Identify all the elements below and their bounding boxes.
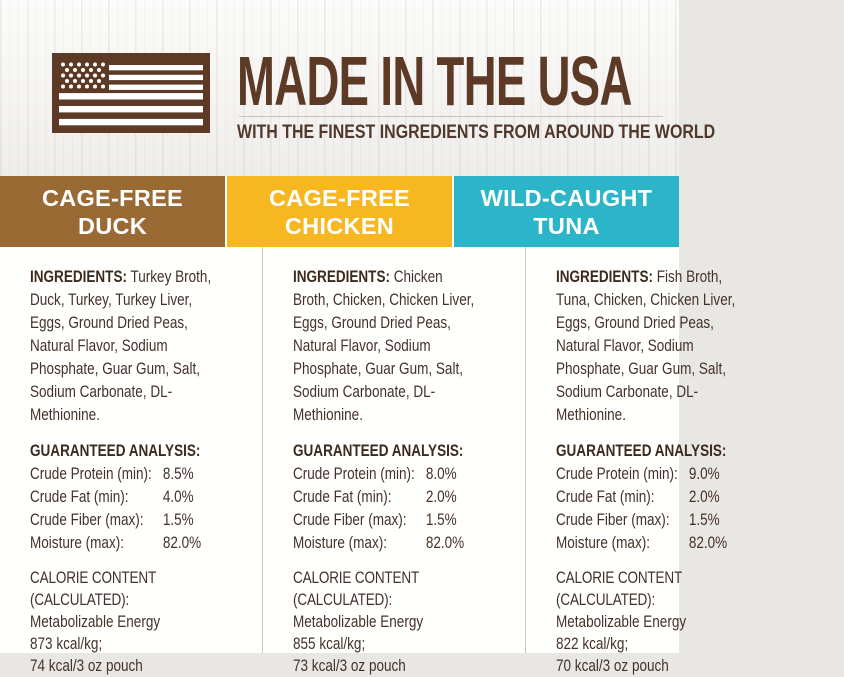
analysis-row [556, 509, 743, 532]
ingredients-heading: INGREDIENTS: [293, 268, 390, 286]
calorie-block [556, 567, 743, 677]
column-duck [0, 247, 263, 675]
calorie-block [293, 567, 480, 677]
ingredients-text: Fish Broth, Tuna, Chicken, Chicken Liver, Eggs, Ground Dried Peas, Natural Flavor, Sodium Phosphate, Guar Gum, Salt, Sodium Carbonate, DL-Methionine. [556, 268, 736, 424]
ingredients-text: Turkey Broth, Duck, Turkey, Turkey Liver, Eggs, Ground Dried Peas, Natural Flavor, Sodium Phosphate, Guar Gum, Salt, Sodium Carbonate, DL-Methionine. [30, 268, 212, 424]
analysis-heading: GUARANTEED ANALYSIS: [293, 442, 464, 460]
analysis-value: 1.5% [688, 511, 720, 529]
band-title-line2: CHICKEN [284, 212, 395, 239]
band-cage-free-duck [0, 176, 225, 247]
analysis-value: 9.0% [688, 465, 720, 483]
analysis-label: Crude Fiber (max): [30, 511, 144, 529]
analysis-value: 2.0% [688, 488, 720, 506]
band-wild-caught-tuna [454, 176, 679, 247]
analysis-value: 82.0% [688, 534, 728, 552]
analysis-value: 82.0% [162, 534, 202, 552]
analysis-label: Crude Fat (min): [30, 488, 129, 506]
calorie-line: 873 kcal/kg; [30, 635, 103, 653]
analysis-value: 82.0% [425, 534, 465, 552]
analysis-label: Crude Protein (min): [30, 465, 152, 483]
analysis-row [30, 486, 217, 509]
calorie-line: 70 kcal/3 oz pouch [556, 657, 669, 675]
ingredients-heading: INGREDIENTS: [556, 268, 653, 286]
analysis-value: 8.5% [162, 465, 194, 483]
ingredients-heading: INGREDIENTS: [30, 268, 127, 286]
band-title-line1: CAGE-FREE [268, 184, 411, 211]
analysis-label: Crude Fat (min): [293, 488, 392, 506]
analysis-row [30, 463, 217, 486]
ingredients-text: Chicken Broth, Chicken, Chicken Liver, Eggs, Ground Dried Peas, Natural Flavor, Sodium Phosphate, Guar Gum, Salt, Sodium Carbonate, DL-Methionine. [293, 268, 475, 424]
calories-heading: CALORIE CONTENT (CALCULATED): [556, 569, 682, 609]
product-bands [0, 176, 679, 247]
column-chicken [263, 247, 526, 675]
analysis-value: 4.0% [162, 488, 194, 506]
ingredients-paragraph [556, 266, 743, 427]
calorie-line: 822 kcal/kg; [556, 635, 629, 653]
band-cage-free-chicken [227, 176, 452, 247]
analysis-value: 2.0% [425, 488, 457, 506]
analysis-heading: GUARANTEED ANALYSIS: [30, 442, 201, 460]
analysis-label: Moisture (max): [30, 534, 124, 552]
band-title-line1: WILD-CAUGHT [480, 184, 653, 211]
calories-heading: CALORIE CONTENT (CALCULATED): [293, 569, 419, 609]
analysis-value: 1.5% [162, 511, 194, 529]
calorie-block [30, 567, 217, 677]
analysis-row [293, 509, 480, 532]
calorie-line: Metabolizable Energy [556, 613, 687, 631]
calorie-line: 73 kcal/3 oz pouch [293, 657, 406, 675]
header-subtitle: WITH THE FINEST INGREDIENTS FROM AROUND THE WORLD [237, 122, 716, 143]
analysis-value: 8.0% [425, 465, 457, 483]
analysis-label: Crude Protein (min): [293, 465, 415, 483]
band-title-line2: TUNA [533, 212, 600, 239]
ingredients-paragraph [293, 266, 480, 427]
analysis-label: Moisture (max): [293, 534, 387, 552]
calories-heading: CALORIE CONTENT (CALCULATED): [30, 569, 156, 609]
band-title-line2: DUCK [77, 212, 148, 239]
band-title-line1: CAGE-FREE [41, 184, 184, 211]
us-flag-icon [52, 53, 210, 133]
analysis-row [556, 463, 743, 486]
analysis-heading: GUARANTEED ANALYSIS: [556, 442, 727, 460]
analysis-row [556, 486, 743, 509]
page-title: MADE IN THE USA [237, 42, 632, 120]
analysis-label: Moisture (max): [556, 534, 650, 552]
analysis-row [293, 486, 480, 509]
header [0, 0, 716, 176]
column-tuna [526, 247, 788, 675]
analysis-label: Crude Fiber (max): [293, 511, 407, 529]
analysis-row [293, 463, 480, 486]
nutrition-columns [0, 247, 736, 675]
calorie-line: 855 kcal/kg; [293, 635, 366, 653]
ingredients-paragraph [30, 266, 217, 427]
analysis-value: 1.5% [425, 511, 457, 529]
analysis-row [30, 509, 217, 532]
analysis-row [556, 532, 743, 555]
analysis-row [30, 532, 217, 555]
analysis-label: Crude Protein (min): [556, 465, 678, 483]
analysis-label: Crude Fiber (max): [556, 511, 670, 529]
calorie-line: Metabolizable Energy [30, 613, 161, 631]
calorie-line: Metabolizable Energy [293, 613, 424, 631]
analysis-row [293, 532, 480, 555]
analysis-label: Crude Fat (min): [556, 488, 655, 506]
calorie-line: 74 kcal/3 oz pouch [30, 657, 143, 675]
